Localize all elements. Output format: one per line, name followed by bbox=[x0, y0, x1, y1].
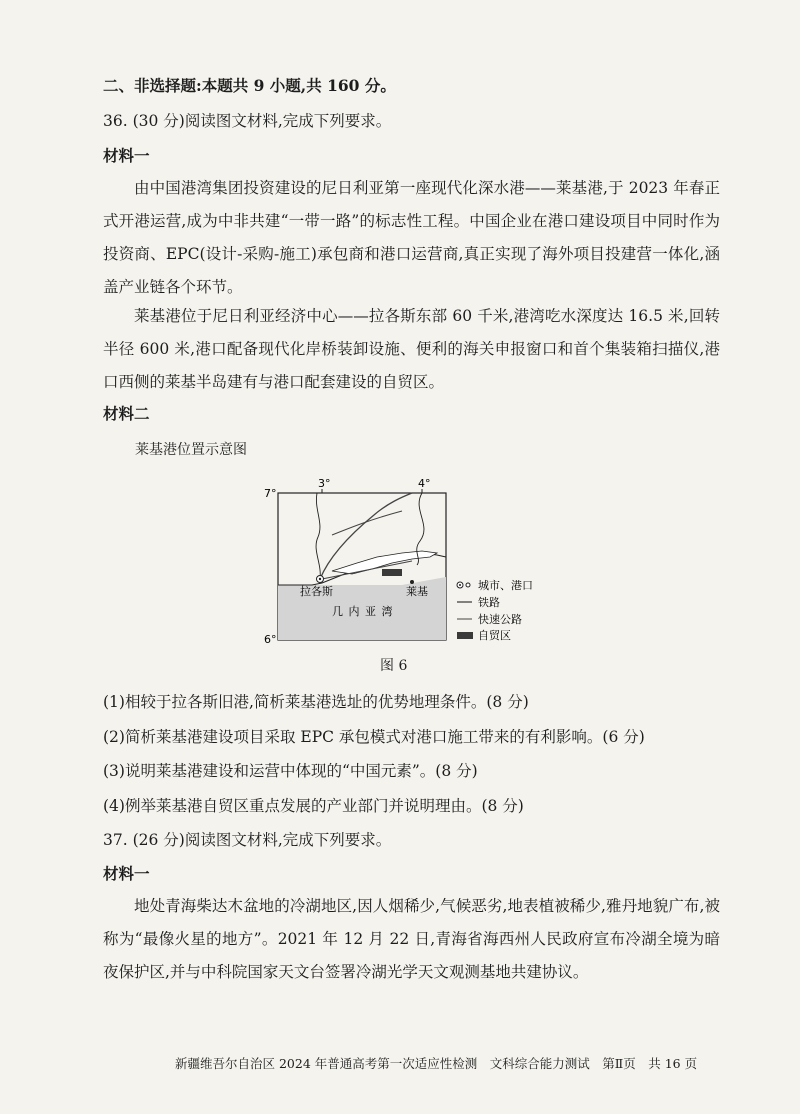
figure-caption: 图 6 bbox=[380, 658, 408, 674]
label-lagos: 拉各斯 bbox=[300, 585, 333, 598]
label-lat-6: 6° bbox=[264, 633, 277, 646]
lekki-port-map bbox=[262, 475, 602, 670]
label-lekki: 莱基 bbox=[406, 585, 428, 598]
q37-stem: 37. (26 分)阅读图文材料,完成下列要求。 bbox=[103, 831, 392, 849]
legend-city-port: 城市、港口 bbox=[478, 579, 533, 592]
section-header: 二、非选择题:本题共 9 小题,共 160 分。 bbox=[103, 76, 396, 95]
label-sea: 几 内 亚 湾 bbox=[332, 605, 394, 618]
page-footer: 新疆维吾尔自治区 2024 年普通高考第一次适应性检测 文科综合能力测试 第Ⅱ页 共 16 页 bbox=[175, 1056, 698, 1071]
q37-material1-label: 材料一 bbox=[103, 864, 150, 883]
q36-material1-paragraph1: 由中国港湾集团投资建设的尼日利亚第一座现代化深水港——莱基港,于 2023 年春正式开港运营,成为中非共建“一带一路”的标志性工程。中国企业在港口建设项目中同时作为投资商、EPC(设计-采购-施工)承包商和港口运营商,真正实现了海外项目投建营一体化,涵盖产业链各个环节。 bbox=[103, 179, 720, 296]
q37-material1-paragraph1: 地处青海柴达木盆地的冷湖地区,因人烟稀少,气候恶劣,地表植被稀少,雅丹地貌广布,被称为“最像火星的地方”。2021 年 12 月 22 日,青海省海西州人民政府宣布冷湖全境为暗夜保护区,并与中科院国家天文台签署冷湖光学天文观测基地共建协议。 bbox=[103, 897, 720, 981]
label-lon-3: 3° bbox=[318, 477, 331, 490]
q36-question-1: (1)相较于拉各斯旧港,简析莱基港选址的优势地理条件。(8 分) bbox=[103, 693, 529, 711]
ftz-area bbox=[382, 569, 402, 576]
lekki-marker bbox=[410, 580, 414, 584]
label-lat-7: 7° bbox=[264, 487, 277, 500]
legend-expressway: 快速公路 bbox=[478, 613, 522, 626]
label-lon-4: 4° bbox=[418, 477, 431, 490]
q36-question-2: (2)简析莱基港建设项目采取 EPC 承包模式对港口施工带来的有利影响。(6 分) bbox=[103, 728, 645, 746]
map-svg bbox=[262, 475, 602, 670]
legend-ftz: 自贸区 bbox=[478, 629, 511, 642]
legend-railway: 铁路 bbox=[478, 596, 500, 609]
lagos-marker-dot bbox=[319, 578, 321, 580]
q36-material1-label: 材料一 bbox=[103, 146, 150, 165]
map-title: 莱基港位置示意图 bbox=[135, 442, 247, 458]
legend-ftz-symbol bbox=[457, 632, 473, 639]
map-legend bbox=[457, 578, 533, 642]
q36-stem: 36. (30 分)阅读图文材料,完成下列要求。 bbox=[103, 112, 392, 130]
q36-question-3: (3)说明莱基港建设和运营中体现的“中国元素”。(8 分) bbox=[103, 762, 478, 780]
q36-material1-paragraph2: 莱基港位于尼日利亚经济中心——拉各斯东部 60 千米,港湾吃水深度达 16.5 米,回转半径 600 米,港口配备现代化岸桥装卸设施、便利的海关申报窗口和首个集装箱扫描仪,港口西侧的莱基半岛建有与港口配套建设的自贸区。 bbox=[103, 307, 720, 391]
expressway-inland bbox=[332, 511, 402, 535]
q36-question-4: (4)例举莱基港自贸区重点发展的产业部门并说明理由。(8 分) bbox=[103, 797, 524, 815]
q36-material2-label: 材料二 bbox=[103, 404, 150, 423]
river-west bbox=[316, 493, 320, 579]
